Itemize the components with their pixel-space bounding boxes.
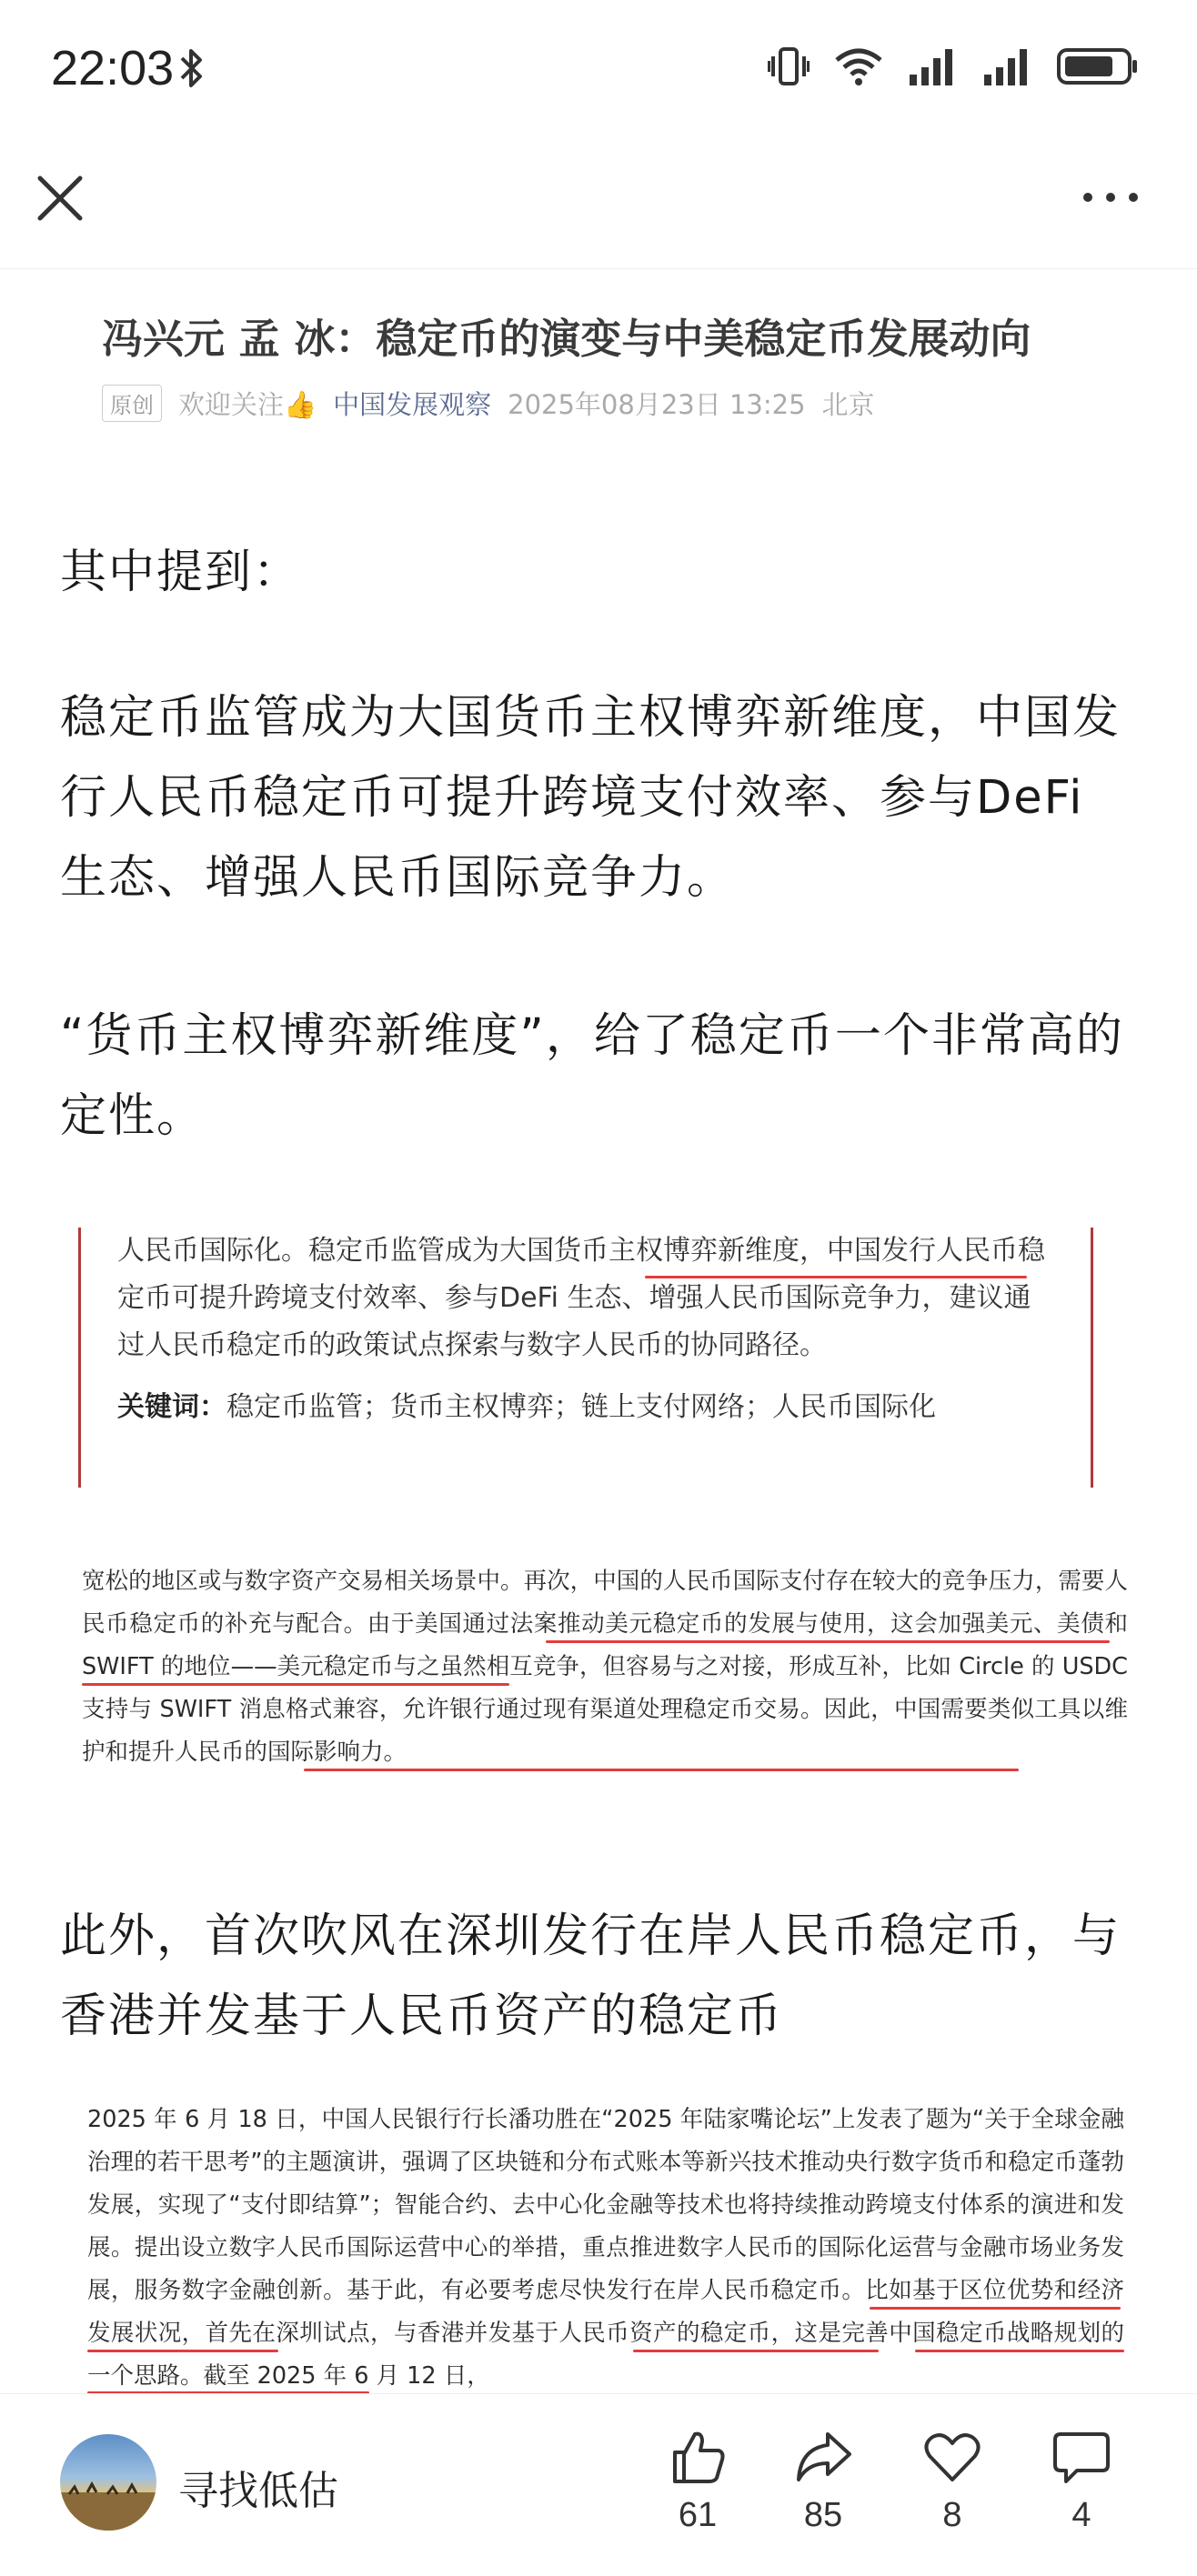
- bottom-action-bar: [0, 2393, 1197, 2576]
- share-button[interactable]: [773, 2427, 873, 2535]
- highlight-underline: [645, 1276, 1027, 1278]
- wifi-icon: [833, 45, 884, 87]
- comment-count: 4: [1071, 2496, 1091, 2534]
- favorite-button[interactable]: [902, 2427, 1002, 2535]
- article-header-image[interactable]: [102, 306, 1102, 442]
- excerpt-image-1[interactable]: [78, 1228, 1093, 1488]
- comment-icon: [1051, 2427, 1112, 2487]
- article-title: 冯兴元 孟 冰：稳定币的演变与中美稳定币发展动向: [102, 315, 1031, 363]
- follow-text: 欢迎关注👍: [178, 389, 317, 420]
- excerpt-image-3[interactable]: [87, 2099, 1124, 2393]
- excerpt-2-text: 宽松的地区或与数字资产交易相关场景中。再次，中国的人民币国际支付存在较大的竞争压力，需要人民币稳定币的补充与配合。由于美国通过法案推动美元稳定币的发展与使用，这会加强美元、美债和 SWIFT 的地位——美元稳定币与之虽然相互竞争，但容易与之对接，形成互补，比如 Circle 的 USDC 支持与 SWIFT 消息格式兼容，允许银行通过现有渠道处理稳定币交易。因此，中国需要类似工具以维护和提升人民币的国际影响力。: [82, 1568, 1128, 1766]
- battery-icon: [1057, 45, 1139, 87]
- excerpt-1-text: 人民币国际化。稳定币监管成为大国货币主权博弈新维度，中国发行人民币稳定币可提升跨境支付效率、参与DeFi 生态、增强人民币国际竞争力，建议通过人民币稳定币的政策试点探索与数字人民币的协同路径。: [117, 1235, 1045, 1361]
- source-name: 中国发展观察: [333, 389, 492, 420]
- post-paragraph-4: 此外，首次吹风在深圳发行在岸人民币稳定币，与香港并发基于人民币资产的稳定币: [60, 1909, 1122, 2043]
- share-count: 85: [803, 2496, 843, 2534]
- highlight-underline: [304, 1769, 1019, 1771]
- status-time: 22:03: [51, 41, 175, 95]
- more-options-icon[interactable]: [1079, 184, 1142, 211]
- original-badge: 原创: [102, 385, 162, 422]
- keywords-text: 稳定币监管；货币主权博弈；链上支付网络；人民币国际化: [226, 1391, 936, 1423]
- bluetooth-icon: [178, 47, 206, 89]
- top-bar: [0, 136, 1197, 269]
- highlight-underline: [633, 2350, 879, 2352]
- highlight-underline: [87, 2350, 278, 2352]
- like-button[interactable]: [648, 2427, 748, 2535]
- post-content: [0, 269, 1197, 2393]
- article-datetime: 2025年08月23日 13:25: [508, 389, 806, 420]
- keywords-label: 关键词：: [117, 1391, 226, 1423]
- post-paragraph-2: 稳定币监管成为大国货币主权博弈新维度，中国发行人民币稳定币可提升跨境支付效率、参与DeFi 生态、增强人民币国际竞争力。: [60, 691, 1122, 905]
- article-meta: [102, 385, 1102, 422]
- like-count: 61: [678, 2496, 718, 2534]
- share-icon: [793, 2427, 853, 2487]
- highlight-underline: [915, 2350, 1124, 2352]
- heart-icon: [922, 2427, 982, 2487]
- avatar-landscape-icon: [60, 2434, 156, 2531]
- article-location: 北京: [821, 389, 875, 420]
- status-bar: [0, 0, 1197, 136]
- excerpt-3-text: 2025 年 6 月 18 日，中国人民银行行长潘功胜在“2025 年陆家嘴论坛”上发表了题为“关于全球金融治理的若干思考”的主题演讲，强调了区块链和分布式账本等新兴技术推动央行数字货币和稳定币蓬勃发展，实现了“支付即结算”；智能合约、去中心化金融等技术也将持续推动跨境支付体系的演进和发展。提出设立数字人民币国际运营中心的举措，重点推进数字人民币的国际化运营与金融市场业务发展，服务数字金融创新。基于此，有必要考虑尽快发行在岸人民币稳定币。比如基于区位优势和经济发展状况，首先在深圳试点，与香港并发基于人民币资产的稳定币，这是完善中国稳定币战略规划的一个思路。截至 2025 年 6 月 12 日，: [87, 2106, 1124, 2390]
- post-paragraph-1: 其中提到：: [60, 546, 302, 599]
- vibrate-icon: [768, 45, 810, 87]
- avatar[interactable]: [60, 2434, 156, 2531]
- excerpt-image-2[interactable]: [82, 1560, 1128, 1774]
- signal-icon: [908, 45, 959, 87]
- favorite-count: 8: [942, 2496, 962, 2534]
- highlight-underline: [546, 1640, 1110, 1643]
- author-name[interactable]: 寻找低估: [178, 2468, 338, 2514]
- thumbs-up-icon: [668, 2427, 728, 2487]
- comment-button[interactable]: [1031, 2427, 1132, 2535]
- post-paragraph-3: “货币主权博弈新维度”，给了稳定币一个非常高的定性。: [60, 1009, 1124, 1143]
- highlight-underline: [82, 1683, 509, 1686]
- signal-icon-2: [982, 45, 1033, 87]
- highlight-underline: [870, 2307, 1121, 2310]
- excerpt-1-keywords: [117, 1384, 1054, 1431]
- close-icon[interactable]: [33, 171, 87, 226]
